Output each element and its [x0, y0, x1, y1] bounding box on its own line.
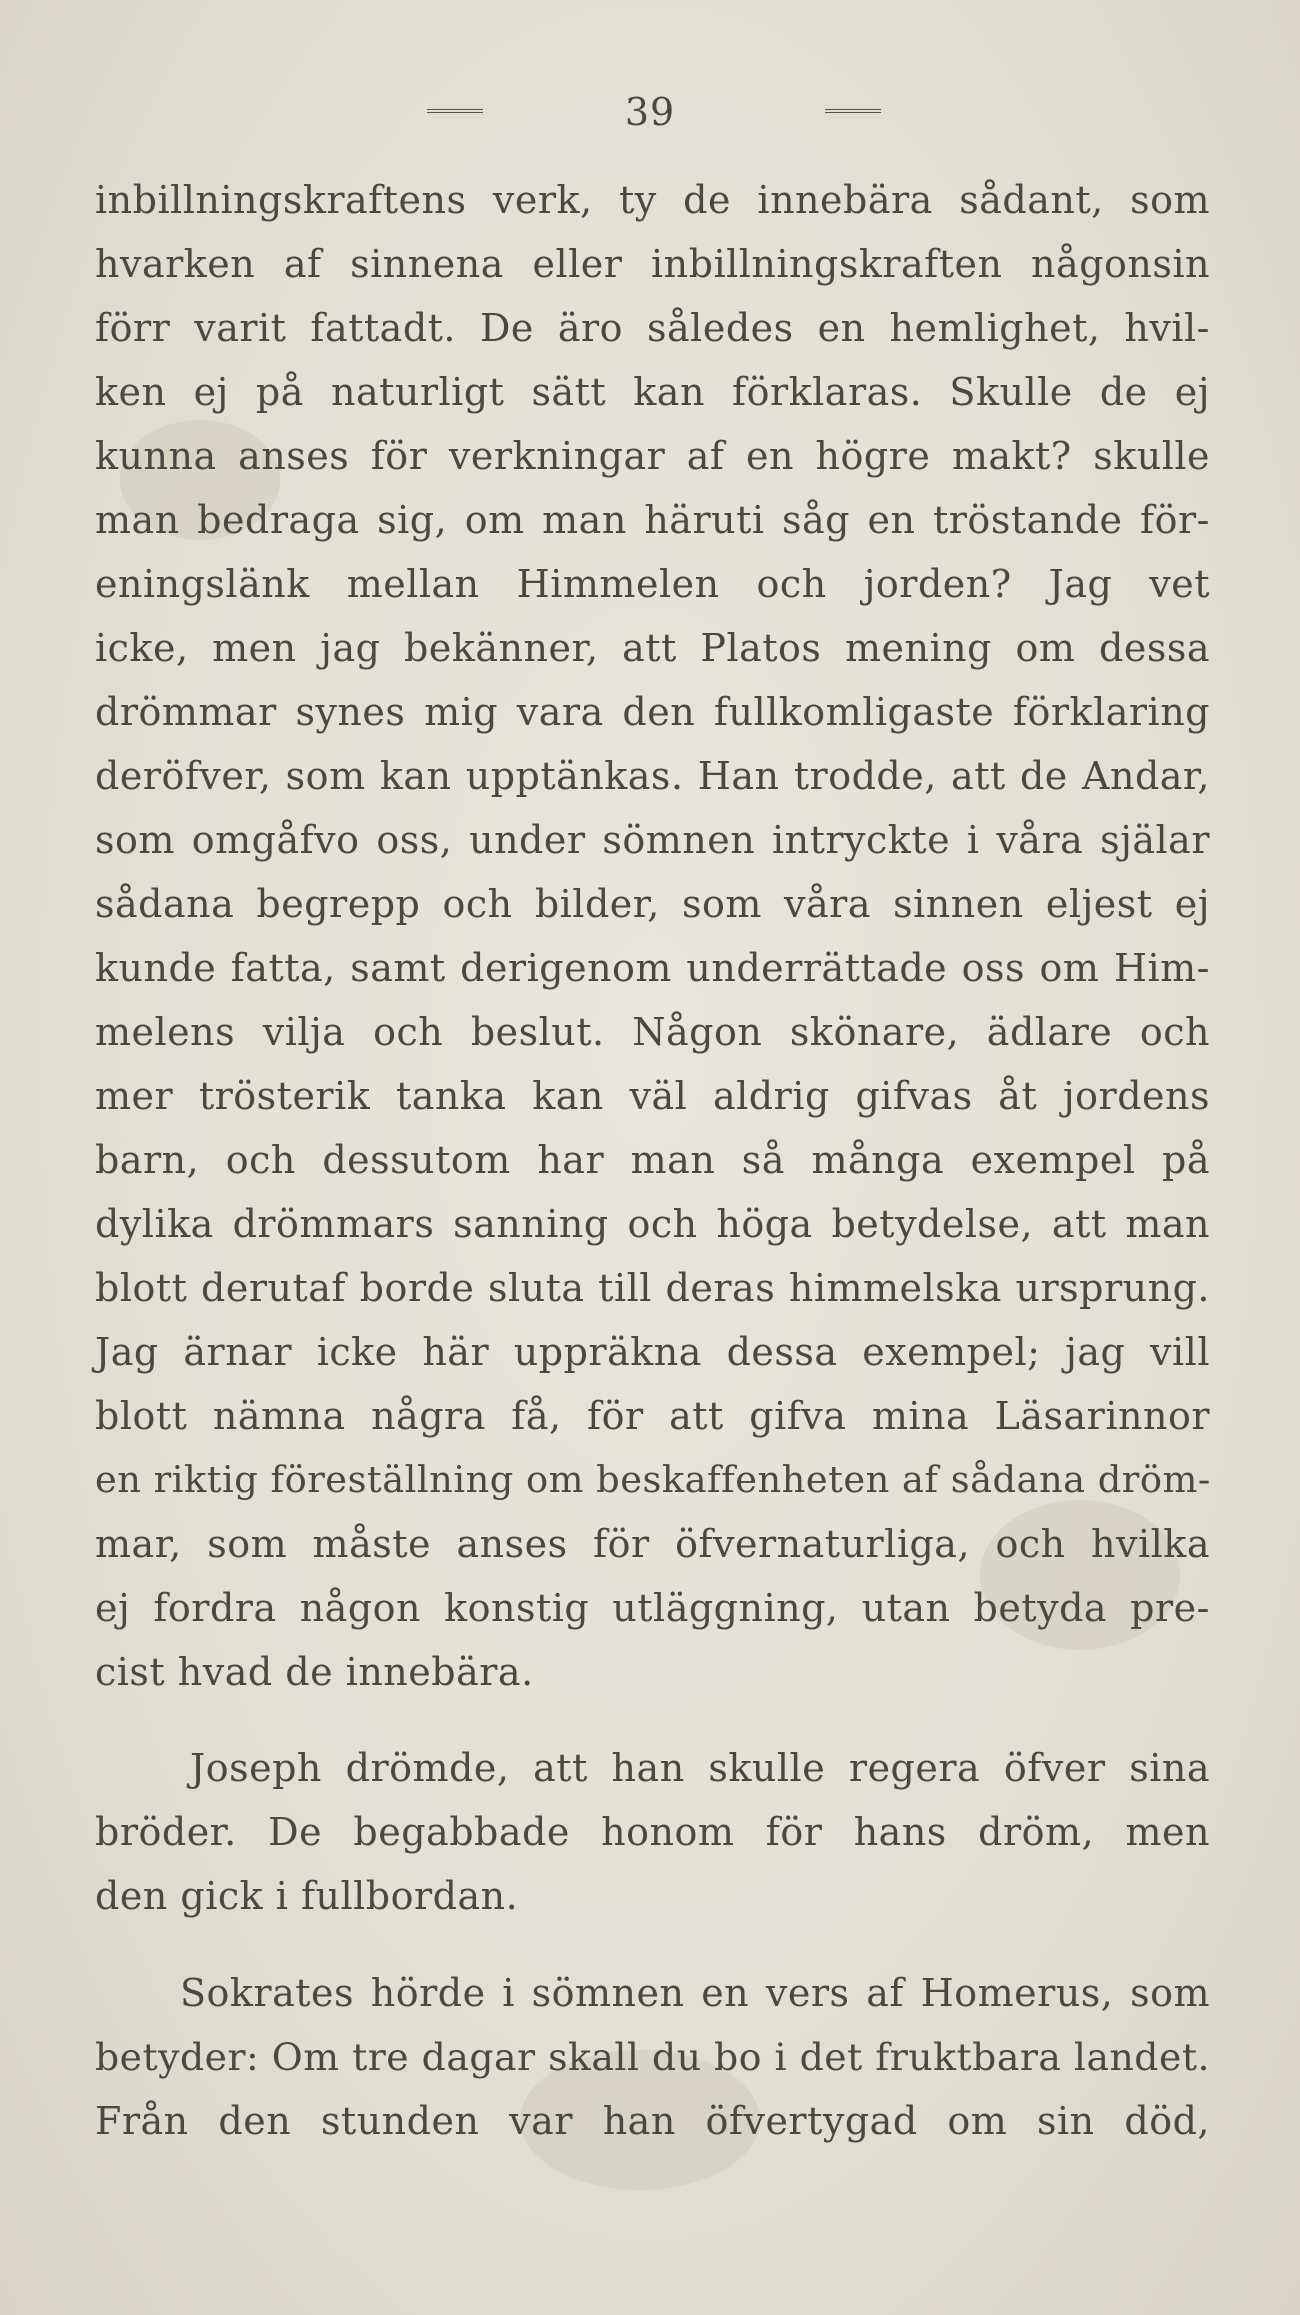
text-line: mar, som måste anses för öfvernaturliga, och hvilka	[95, 1522, 1210, 1566]
header-ornament-left	[427, 109, 483, 113]
text-line: drömmar synes mig vara den fullkomligaste förklaring	[95, 690, 1210, 734]
text-line: förr varit fattadt. De äro således en hemlighet, hvil-	[95, 306, 1210, 350]
text-line: icke, men jag bekänner, att Platos mening om dessa	[95, 626, 1210, 670]
text-line: Sokrates hörde i sömnen en vers af Homerus, som	[180, 1971, 1210, 2015]
page-number: 39	[624, 90, 676, 134]
text-line: som omgåfvo oss, under sömnen intryckte i våra själar	[95, 818, 1210, 862]
text-line: mer trösterik tanka kan väl aldrig gifvas åt jordens	[95, 1074, 1210, 1118]
text-line: blott derutaf borde sluta till deras himmelska ursprung.	[95, 1266, 1210, 1310]
text-line: en riktig föreställning om beskaffenheten af sådana dröm-	[95, 1458, 1211, 1501]
text-line: Från den stunden var han öfvertygad om sin död,	[95, 2099, 1210, 2143]
text-line: melens vilja och beslut. Någon skönare, ädlare och	[95, 1010, 1210, 1054]
text-line: sådana begrepp och bilder, som våra sinnen eljest ej	[95, 882, 1210, 926]
text-line: kunna anses för verkningar af en högre makt? skulle	[95, 434, 1210, 478]
page-header	[0, 92, 1300, 132]
text-line: hvarken af sinnena eller inbillningskraften någonsin	[95, 242, 1210, 286]
text-line: deröfver, som kan upptänkas. Han trodde, att de Andar,	[95, 754, 1210, 798]
header-ornament-right	[825, 109, 881, 113]
text-line: barn, och dessutom har man så många exempel på	[95, 1138, 1210, 1182]
text-line: inbillningskraftens verk, ty de innebära sådant, som	[95, 178, 1210, 222]
text-line: bröder. De begabbade honom för hans dröm, men	[95, 1810, 1210, 1854]
text-line: eningslänk mellan Himmelen och jorden? Jag vet	[95, 562, 1210, 606]
text-line: den gick i fullbordan.	[95, 1874, 519, 1918]
text-line: cist hvad de innebära.	[95, 1650, 534, 1694]
text-line: Joseph drömde, att han skulle regera öfver sina	[190, 1746, 1210, 1790]
text-line: blott nämna några få, för att gifva mina Läsarinnor	[95, 1394, 1210, 1438]
text-line: man bedraga sig, om man häruti såg en tröstande för-	[95, 498, 1210, 542]
text-line: kunde fatta, samt derigenom underrättade oss om Him-	[95, 946, 1210, 990]
text-line: ej fordra någon konstig utläggning, utan betyda pre-	[95, 1586, 1210, 1630]
text-line: betyder: Om tre dagar skall du bo i det fruktbara landet.	[95, 2035, 1210, 2079]
text-line: dylika drömmars sanning och höga betydelse, att man	[95, 1202, 1210, 1246]
text-line: Jag ärnar icke här uppräkna dessa exempel; jag vill	[95, 1330, 1210, 1374]
text-line: ken ej på naturligt sätt kan förklaras. Skulle de ej	[95, 370, 1210, 414]
